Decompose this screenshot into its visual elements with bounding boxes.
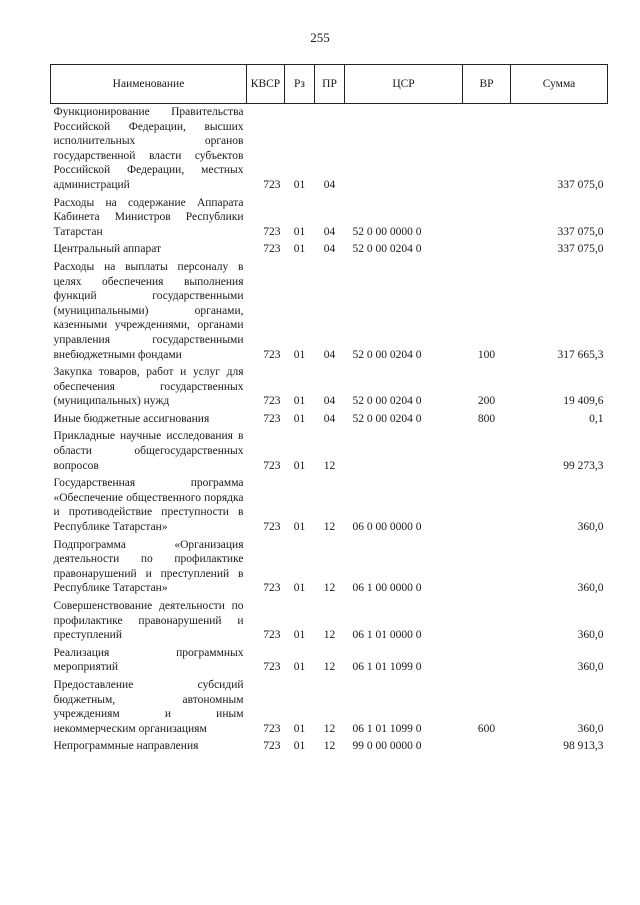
row-name: Подпрограмма «Организация деятельности по профилактике правонарушений и преступлений в Республике Татарстан» (53, 538, 244, 595)
row-vr: 100 (477, 348, 496, 361)
header-sum: Сумма (511, 65, 608, 104)
row-kvsr: 723 (263, 243, 281, 256)
row-sum: 360,0 (577, 521, 604, 534)
header-vr: ВР (463, 65, 511, 104)
row-pr: 12 (323, 661, 336, 674)
row-rz: 01 (293, 629, 306, 642)
row-sum: 337 075,0 (557, 243, 604, 256)
row-pr: 12 (323, 629, 336, 642)
row-sum: 360,0 (577, 661, 604, 674)
table-row (51, 428, 608, 475)
table-row (51, 537, 608, 598)
row-vr (463, 738, 511, 756)
table-row (51, 259, 608, 364)
row-csr: 06 0 00 0000 0 (352, 521, 422, 534)
row-name: Расходы на содержание Аппарата Кабинета Министров Республики Татарстан (53, 196, 244, 238)
row-pr: 04 (323, 243, 336, 256)
row-csr: 52 0 00 0204 0 (352, 243, 422, 256)
row-name: Расходы на выплаты персоналу в целях обеспечения выполнения функций государственными (муниципальными) органами, казенными учреждениями, органами управления государственными внебюджетными фондами (53, 260, 244, 361)
row-vr: 800 (477, 412, 496, 425)
row-kvsr: 723 (263, 412, 281, 425)
page-number: 255 (310, 30, 330, 45)
row-rz: 01 (293, 661, 306, 674)
table-row (51, 411, 608, 429)
row-csr: 06 1 01 1099 0 (352, 722, 422, 735)
row-kvsr: 723 (263, 348, 281, 361)
budget-table (50, 64, 608, 756)
table-body (51, 104, 608, 756)
row-sum: 337 075,0 (557, 225, 604, 238)
row-sum: 337 075,0 (557, 178, 604, 191)
row-sum: 0,1 (589, 412, 604, 425)
row-sum: 360,0 (577, 629, 604, 642)
row-pr: 12 (323, 459, 336, 472)
row-csr: 52 0 00 0204 0 (352, 412, 422, 425)
row-vr (463, 241, 511, 259)
row-rz: 01 (293, 178, 306, 191)
row-name: Реализация программных мероприятий (53, 646, 244, 674)
header-rz: Рз (285, 65, 315, 104)
row-sum: 19 409,6 (563, 395, 604, 408)
row-name: Совершенствование деятельности по профилактике правонарушений и преступлений (53, 600, 244, 642)
table-row (51, 738, 608, 756)
row-pr: 04 (323, 225, 336, 238)
row-name: Центральный аппарат (53, 243, 162, 256)
row-kvsr: 723 (263, 582, 281, 595)
row-csr: 52 0 00 0204 0 (352, 395, 422, 408)
row-vr (463, 598, 511, 645)
row-csr: 99 0 00 0000 0 (352, 740, 422, 753)
table-row (51, 364, 608, 411)
table-header (51, 65, 608, 104)
row-vr (463, 475, 511, 536)
row-csr: 06 1 01 1099 0 (352, 661, 422, 674)
row-vr: 200 (477, 395, 496, 408)
row-pr: 12 (323, 582, 336, 595)
row-rz: 01 (293, 459, 306, 472)
row-rz: 01 (293, 395, 306, 408)
header-kvsr: КВСР (247, 65, 285, 104)
row-name: Предоставление субсидий бюджетным, автономным учреждениям и иным некоммерческим организациям (53, 678, 244, 735)
row-name: Функционирование Правительства Российской Федерации, высших исполнительных органов государственной власти субъектов Российской Федерации, местных администраций (53, 106, 244, 191)
row-kvsr: 723 (263, 178, 281, 191)
table-row (51, 475, 608, 536)
table-row (51, 645, 608, 677)
row-vr (463, 104, 511, 195)
row-pr: 04 (323, 395, 336, 408)
header-name: Наименование (51, 65, 247, 104)
row-pr: 12 (323, 740, 336, 753)
header-row (51, 65, 608, 104)
row-csr: 52 0 00 0000 0 (352, 225, 422, 238)
row-pr: 04 (323, 348, 336, 361)
row-vr (463, 195, 511, 242)
table-row (51, 195, 608, 242)
row-rz: 01 (293, 740, 306, 753)
row-rz: 01 (293, 243, 306, 256)
row-kvsr: 723 (263, 459, 281, 472)
row-vr: 600 (477, 722, 496, 735)
row-csr (345, 428, 463, 475)
row-sum: 360,0 (577, 582, 604, 595)
row-rz: 01 (293, 521, 306, 534)
row-rz: 01 (293, 225, 306, 238)
row-pr: 12 (323, 722, 336, 735)
row-rz: 01 (293, 582, 306, 595)
row-sum: 317 665,3 (557, 348, 604, 361)
row-name: Непрограммные направления (53, 740, 199, 753)
row-kvsr: 723 (263, 521, 281, 534)
header-pr: ПР (315, 65, 345, 104)
row-vr (463, 645, 511, 677)
row-sum: 99 273,3 (563, 459, 604, 472)
row-kvsr: 723 (263, 629, 281, 642)
row-pr: 12 (323, 521, 336, 534)
row-csr: 06 1 01 0000 0 (352, 629, 422, 642)
row-kvsr: 723 (263, 740, 281, 753)
row-name: Иные бюджетные ассигнования (53, 412, 210, 425)
row-vr (463, 428, 511, 475)
row-rz: 01 (293, 722, 306, 735)
row-rz: 01 (293, 348, 306, 361)
row-name: Прикладные научные исследования в области общегосударственных вопросов (53, 430, 244, 472)
row-name: Закупка товаров, работ и услуг для обеспечения государственных (муниципальных) нужд (53, 366, 244, 408)
row-pr: 04 (323, 412, 336, 425)
table-row (51, 598, 608, 645)
row-csr: 06 1 00 0000 0 (352, 582, 422, 595)
row-kvsr: 723 (263, 722, 281, 735)
row-pr: 04 (323, 178, 336, 191)
row-kvsr: 723 (263, 395, 281, 408)
row-rz: 01 (293, 412, 306, 425)
table-row (51, 677, 608, 738)
row-kvsr: 723 (263, 661, 281, 674)
table-row (51, 104, 608, 195)
row-vr (463, 537, 511, 598)
row-csr (345, 104, 463, 195)
row-kvsr: 723 (263, 225, 281, 238)
row-sum: 98 913,3 (563, 740, 604, 753)
table-row (51, 241, 608, 259)
row-csr: 52 0 00 0204 0 (352, 348, 422, 361)
row-sum: 360,0 (577, 722, 604, 735)
row-name: Государственная программа «Обеспечение общественного порядка и противодействие преступности в Республике Татарстан» (53, 477, 244, 534)
header-csr: ЦСР (345, 65, 463, 104)
